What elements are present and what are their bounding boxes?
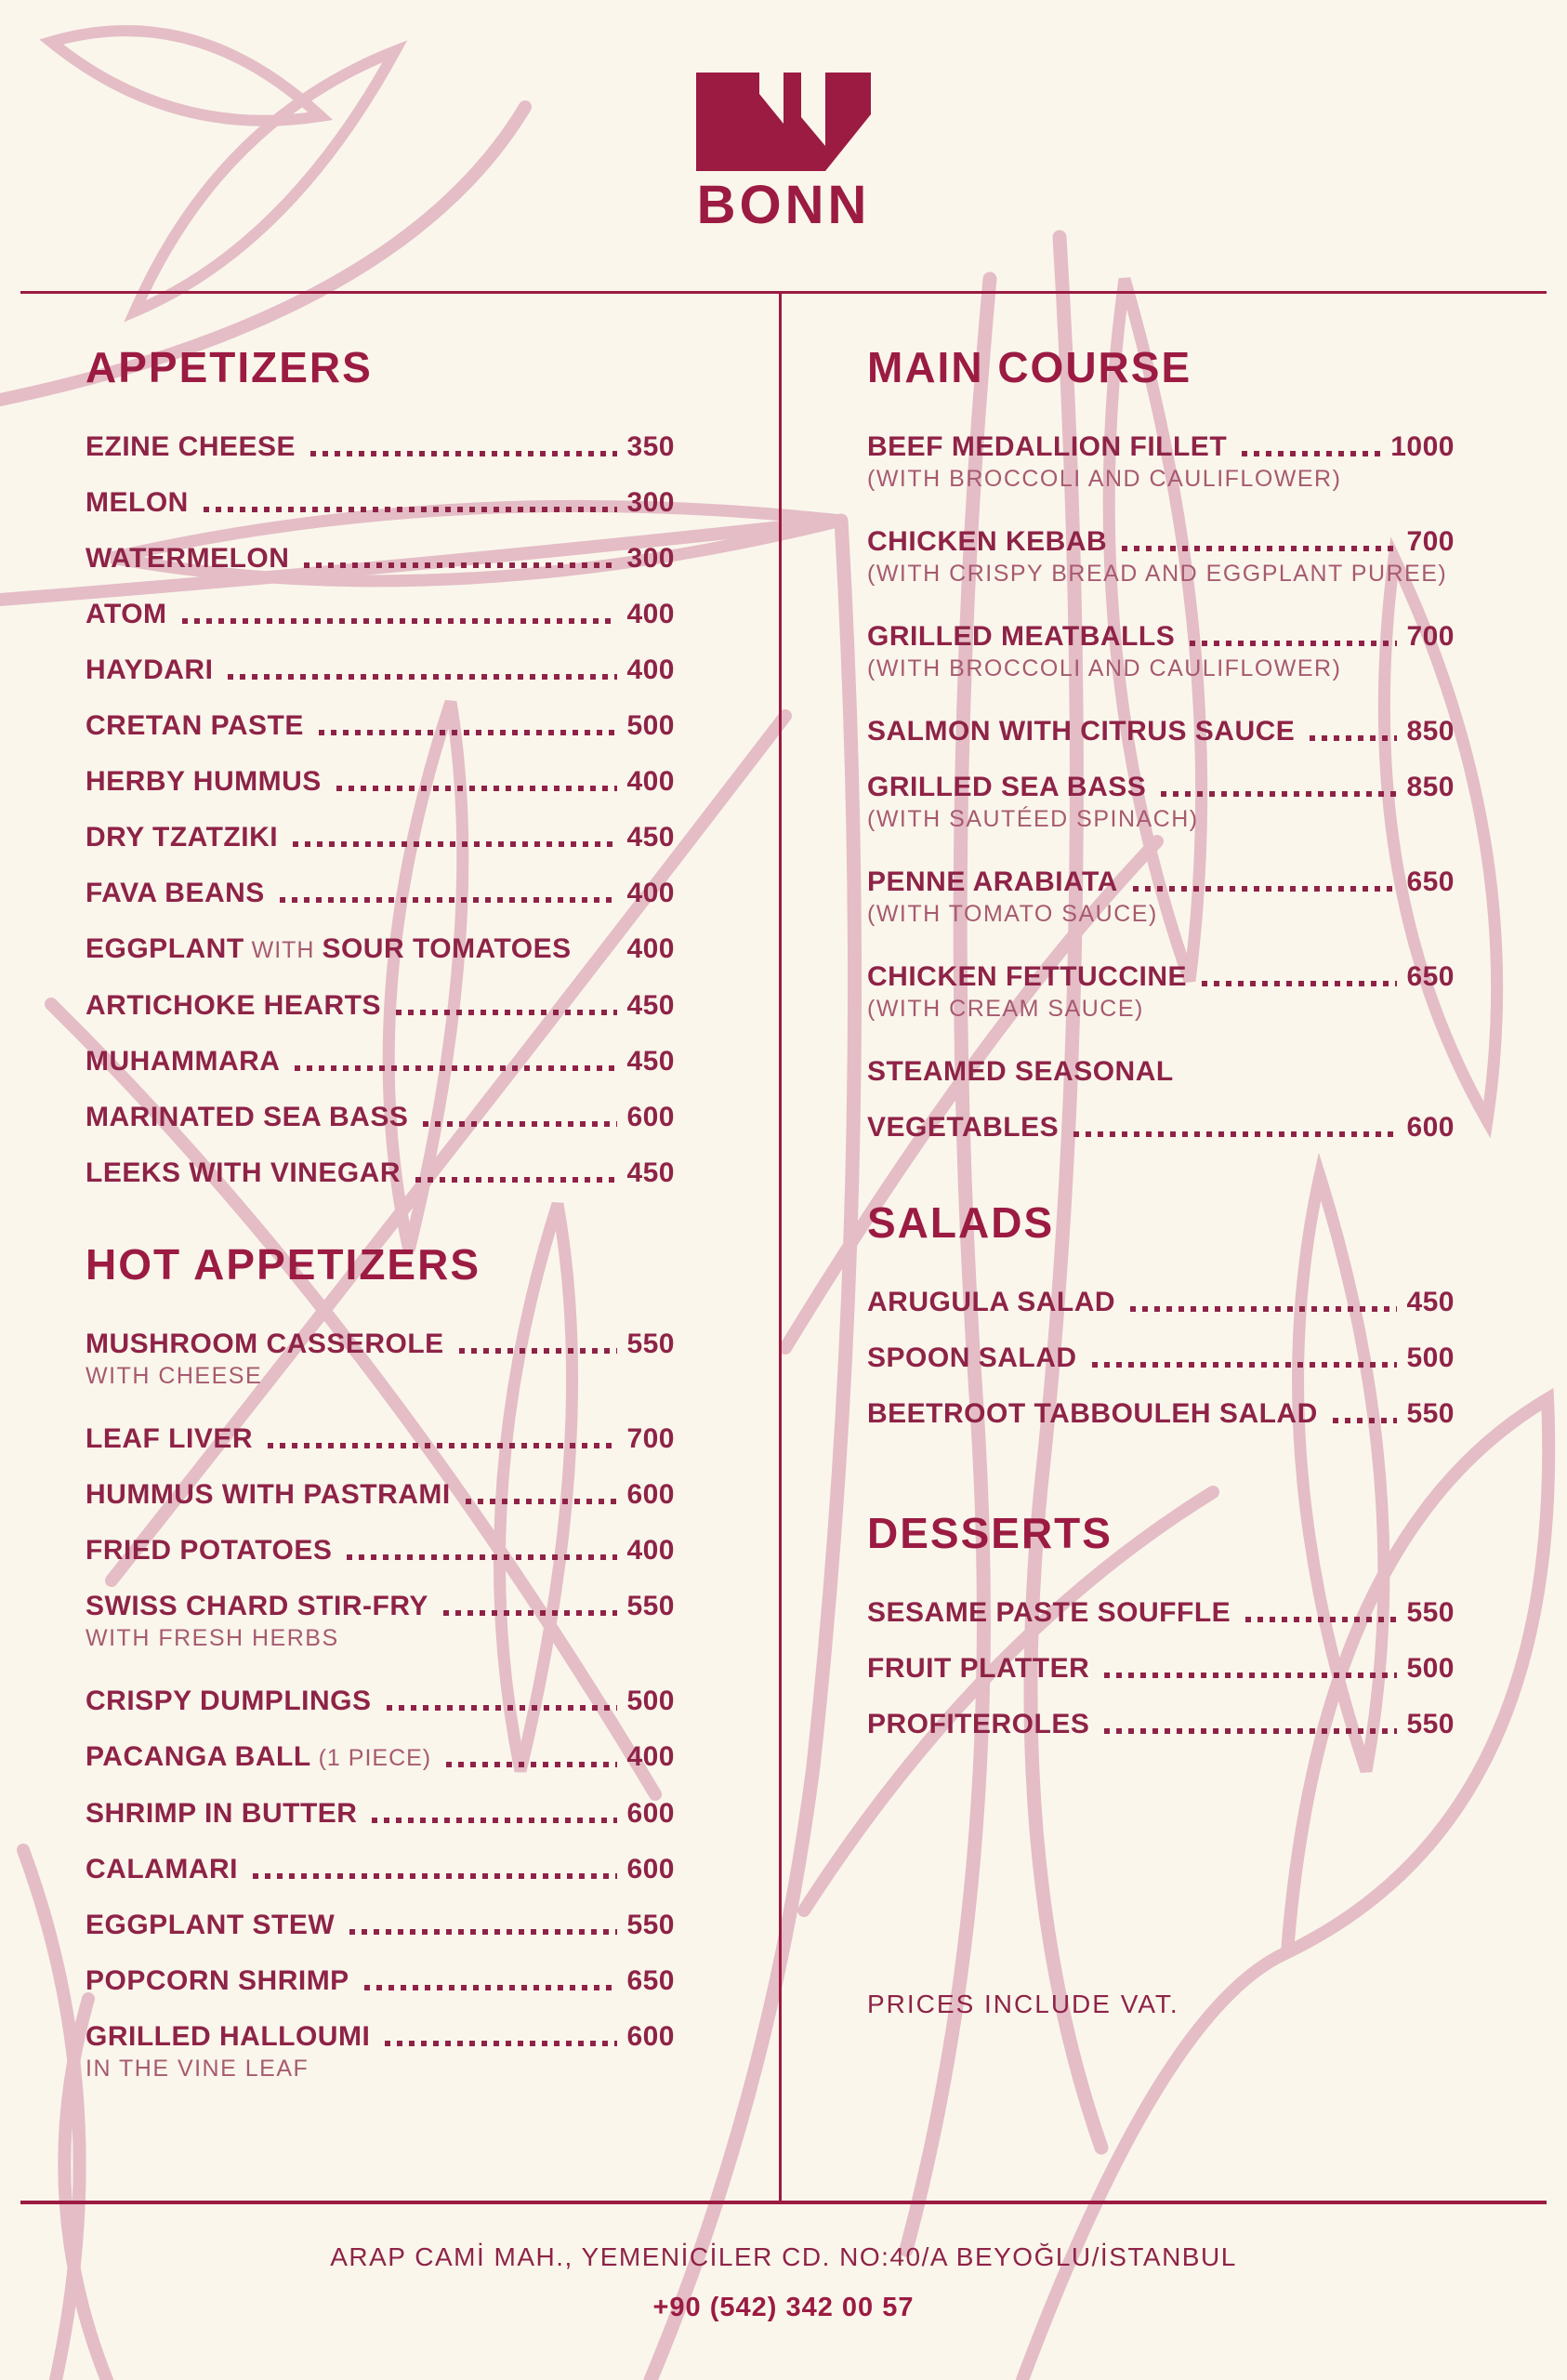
dotted-leader xyxy=(228,674,617,680)
menu-item xyxy=(86,1686,675,1717)
item-name: POPCORN SHRIMP xyxy=(86,1965,349,1996)
item-name: DRY TZATZIKI xyxy=(86,822,279,853)
menu-item xyxy=(86,1479,675,1511)
item-price: 500 xyxy=(626,710,675,741)
dotted-leader xyxy=(1122,546,1397,551)
menu-item xyxy=(867,431,1455,463)
dotted-leader xyxy=(1310,735,1397,741)
dotted-leader xyxy=(423,1121,617,1127)
vat-note: PRICES INCLUDE VAT. xyxy=(867,1990,1179,2018)
menu-item xyxy=(86,710,675,742)
item-subtitle: WITH FRESH HERBS xyxy=(86,1625,339,1651)
item-price: 600 xyxy=(626,1479,675,1510)
dotted-leader xyxy=(295,1065,617,1071)
dotted-leader xyxy=(466,1499,618,1504)
menu-item xyxy=(867,1597,1455,1629)
dotted-leader xyxy=(1190,641,1397,646)
dotted-leader xyxy=(280,897,618,903)
menu-section-appetizers xyxy=(86,343,675,1189)
item-price: 500 xyxy=(1406,1653,1455,1684)
menu-item xyxy=(86,431,675,463)
item-subtitle: (WITH BROCCOLI AND CAULIFLOWER) xyxy=(867,655,1342,681)
menu-item xyxy=(867,1398,1455,1430)
item-name: LEAF LIVER xyxy=(86,1423,254,1454)
item-name: GRILLED SEA BASS xyxy=(867,772,1147,802)
item-price: 600 xyxy=(626,1854,675,1884)
dotted-leader xyxy=(459,1348,618,1354)
item-subtitle: (WITH BROCCOLI AND CAULIFLOWER) xyxy=(867,466,1342,492)
dotted-leader xyxy=(385,2041,617,2046)
item-name: MUHAMMARA xyxy=(86,1046,281,1077)
dotted-leader xyxy=(443,1610,618,1616)
item-name: MELON xyxy=(86,487,189,518)
item-price: 550 xyxy=(1406,1709,1455,1739)
item-name: FAVA BEANS xyxy=(86,878,265,908)
menu-item xyxy=(86,933,675,966)
item-price: 400 xyxy=(626,878,675,908)
item-price: 850 xyxy=(1406,716,1455,747)
section-title: MAIN COURSE xyxy=(867,343,1192,391)
item-price: 550 xyxy=(1406,1398,1455,1429)
item-price: 400 xyxy=(626,1741,675,1772)
menu-item xyxy=(86,543,675,575)
dotted-leader xyxy=(182,618,618,624)
item-price: 300 xyxy=(626,543,675,574)
item-price: 400 xyxy=(626,654,675,685)
item-name: GRILLED HALLOUMI xyxy=(86,2021,371,2052)
menu-column xyxy=(779,294,1567,2201)
item-price: 1000 xyxy=(1390,431,1455,462)
item-name: LEEKS WITH VINEGAR xyxy=(86,1157,402,1188)
dotted-leader xyxy=(1202,981,1397,986)
dotted-leader xyxy=(1245,1617,1397,1622)
menu-item xyxy=(867,772,1455,803)
footer xyxy=(0,2242,1567,2323)
menu-section-hot-appetizers xyxy=(86,1240,675,2082)
item-price: 450 xyxy=(626,1046,675,1077)
item-subtitle: (WITH SAUTÉED SPINACH) xyxy=(867,806,1199,832)
menu-section-salads xyxy=(867,1198,1455,1430)
item-price: 300 xyxy=(626,487,675,518)
dotted-leader xyxy=(336,786,618,791)
menu-section-desserts xyxy=(867,1509,1455,1740)
dotted-leader xyxy=(1161,791,1397,797)
menu-item xyxy=(867,866,1455,898)
item-name: ATOM xyxy=(86,599,167,629)
item-name: CALAMARI xyxy=(86,1854,238,1884)
item-name: ARUGULA SALAD xyxy=(867,1287,1116,1317)
item-name: PROFITEROLES xyxy=(867,1709,1090,1739)
menu-item xyxy=(86,1910,675,1941)
item-name: MARINATED SEA BASS xyxy=(86,1102,409,1132)
item-name: SWISS CHARD STIR-FRY xyxy=(86,1591,428,1621)
dotted-leader xyxy=(446,1762,617,1767)
item-name: BEETROOT TABBOULEH SALAD xyxy=(867,1398,1318,1429)
section-title: DESSERTS xyxy=(867,1509,1113,1557)
item-name: HAYDARI xyxy=(86,654,214,685)
section-title: APPETIZERS xyxy=(86,343,373,391)
menu-item xyxy=(867,1056,1455,1088)
item-subtitle: IN THE VINE LEAF xyxy=(86,2056,309,2082)
dotted-leader xyxy=(1073,1131,1397,1137)
item-name: PENNE ARABIATA xyxy=(867,866,1118,897)
brand-block xyxy=(0,73,1567,235)
dotted-leader xyxy=(1242,451,1381,456)
menu-item xyxy=(867,1342,1455,1374)
menu-item xyxy=(86,990,675,1022)
item-price: 450 xyxy=(626,1157,675,1188)
item-price: 400 xyxy=(626,933,675,964)
item-price: 600 xyxy=(1406,1112,1455,1143)
item-name: BEEF MEDALLION FILLET xyxy=(867,431,1228,462)
dotted-leader xyxy=(310,451,617,456)
dotted-leader xyxy=(1333,1418,1398,1423)
dotted-leader xyxy=(347,1554,617,1560)
item-price: 550 xyxy=(626,1591,675,1621)
item-name: HERBY HUMMUS xyxy=(86,766,322,797)
item-name: FRUIT PLATTER xyxy=(867,1653,1090,1684)
menu-item xyxy=(86,1591,675,1622)
dotted-leader xyxy=(268,1443,617,1448)
menu-item xyxy=(86,822,675,853)
menu-item xyxy=(867,716,1455,747)
dotted-leader xyxy=(1130,1306,1397,1312)
dotted-leader xyxy=(204,507,618,512)
section-title: HOT APPETIZERS xyxy=(86,1240,481,1289)
item-name: SESAME PASTE SOUFFLE xyxy=(867,1597,1231,1628)
menu-item xyxy=(86,766,675,798)
item-note: (1 PIECE) xyxy=(310,1745,432,1771)
brand-name: BONN xyxy=(696,175,871,235)
menu-columns xyxy=(0,294,1567,2201)
item-name: SHRIMP IN BUTTER xyxy=(86,1798,358,1829)
dotted-leader xyxy=(415,1177,617,1183)
item-name: VEGETABLES xyxy=(867,1112,1060,1143)
item-price: 450 xyxy=(626,990,675,1021)
footer-phone: +90 (542) 342 00 57 xyxy=(652,2293,915,2322)
item-name: EGGPLANT STEW xyxy=(86,1910,336,1940)
item-price: 600 xyxy=(626,2021,675,2052)
item-price: 700 xyxy=(1406,526,1455,557)
item-price: 650 xyxy=(626,1965,675,1996)
menu-item xyxy=(86,487,675,519)
menu-item xyxy=(86,1329,675,1360)
item-price: 650 xyxy=(1406,961,1455,992)
dotted-leader xyxy=(387,1705,618,1711)
menu-item xyxy=(86,1854,675,1885)
dotted-leader xyxy=(586,954,618,959)
item-name: GRILLED MEATBALLS xyxy=(867,621,1176,652)
item-name: CRISPY DUMPLINGS xyxy=(86,1686,372,1716)
menu-item xyxy=(86,2021,675,2053)
dotted-leader xyxy=(293,841,617,847)
bonn-logo-icon xyxy=(696,73,871,171)
item-price: 400 xyxy=(626,766,675,797)
item-name: FRIED POTATOES xyxy=(86,1535,333,1566)
item-price: 500 xyxy=(626,1686,675,1716)
menu-item xyxy=(86,1965,675,1997)
item-name: STEAMED SEASONAL xyxy=(867,1056,1174,1087)
item-price: 550 xyxy=(626,1329,675,1359)
item-price: 650 xyxy=(1406,866,1455,897)
item-name: MUSHROOM CASSEROLE xyxy=(86,1329,444,1359)
item-name: SALMON WITH CITRUS SAUCE xyxy=(867,716,1296,747)
menu-item xyxy=(86,1157,675,1189)
item-price: 600 xyxy=(626,1798,675,1829)
item-price: 450 xyxy=(626,822,675,853)
dotted-leader xyxy=(364,1985,618,1990)
dotted-leader xyxy=(1133,886,1398,892)
menu-item xyxy=(86,878,675,909)
menu-item xyxy=(86,654,675,686)
item-name: CHICKEN FETTUCCINE xyxy=(867,961,1187,992)
item-name: CRETAN PASTE xyxy=(86,710,304,741)
item-name: ARTICHOKE HEARTS xyxy=(86,990,382,1021)
item-price: 450 xyxy=(1406,1287,1455,1317)
menu-item xyxy=(867,526,1455,558)
item-price: 400 xyxy=(626,1535,675,1566)
item-price: 500 xyxy=(1406,1342,1455,1373)
item-subtitle: WITH CHEESE xyxy=(86,1363,263,1389)
menu-item xyxy=(86,1102,675,1133)
bottom-rule xyxy=(20,2201,1547,2204)
item-price: 550 xyxy=(1406,1597,1455,1628)
item-name: SPOON SALAD xyxy=(867,1342,1077,1373)
item-price: 850 xyxy=(1406,772,1455,802)
dotted-leader xyxy=(1104,1673,1397,1678)
item-price: 400 xyxy=(626,599,675,629)
item-subtitle: (WITH TOMATO SAUCE) xyxy=(867,901,1158,927)
item-name: EGGPLANT WITH SOUR TOMATOES xyxy=(86,933,572,964)
footer-address: ARAP CAMİ MAH., YEMENİCİLER CD. NO:40/A BEYOĞLU/İSTANBUL xyxy=(330,2242,1237,2271)
menu-item xyxy=(867,1112,1455,1144)
item-subtitle: (WITH CRISPY BREAD AND EGGPLANT PUREE) xyxy=(867,561,1448,587)
item-name: PACANGA BALL (1 PIECE) xyxy=(86,1741,432,1772)
dotted-leader xyxy=(253,1873,617,1879)
menu-item xyxy=(86,1798,675,1830)
dotted-leader xyxy=(304,562,617,568)
item-price: 700 xyxy=(1406,621,1455,652)
item-price: 700 xyxy=(626,1423,675,1454)
menu-item xyxy=(867,1653,1455,1685)
menu-item xyxy=(867,1287,1455,1318)
item-price: 350 xyxy=(626,431,675,462)
menu-item xyxy=(86,1741,675,1774)
dotted-leader xyxy=(396,1010,617,1015)
item-price: 600 xyxy=(626,1102,675,1132)
dotted-leader xyxy=(1104,1728,1397,1734)
dotted-leader xyxy=(372,1818,617,1823)
menu-item xyxy=(867,621,1455,653)
section-title: SALADS xyxy=(867,1198,1055,1247)
menu-item xyxy=(867,961,1455,993)
menu-item xyxy=(86,1046,675,1078)
item-note: WITH xyxy=(244,937,323,963)
item-name: WATERMELON xyxy=(86,543,290,574)
menu-column xyxy=(0,294,779,2201)
item-name: EZINE CHEESE xyxy=(86,431,296,462)
dotted-leader xyxy=(349,1929,617,1935)
item-name: CHICKEN KEBAB xyxy=(867,526,1108,557)
menu-item xyxy=(86,599,675,630)
menu-item xyxy=(867,1709,1455,1740)
menu-item xyxy=(86,1535,675,1567)
item-name: HUMMUS WITH PASTRAMI xyxy=(86,1479,451,1510)
dotted-leader xyxy=(1092,1362,1398,1368)
item-subtitle: (WITH CREAM SAUCE) xyxy=(867,996,1144,1022)
menu-item xyxy=(86,1423,675,1455)
menu-section-main-course xyxy=(867,343,1455,1144)
item-price: 550 xyxy=(626,1910,675,1940)
dotted-leader xyxy=(319,730,618,735)
